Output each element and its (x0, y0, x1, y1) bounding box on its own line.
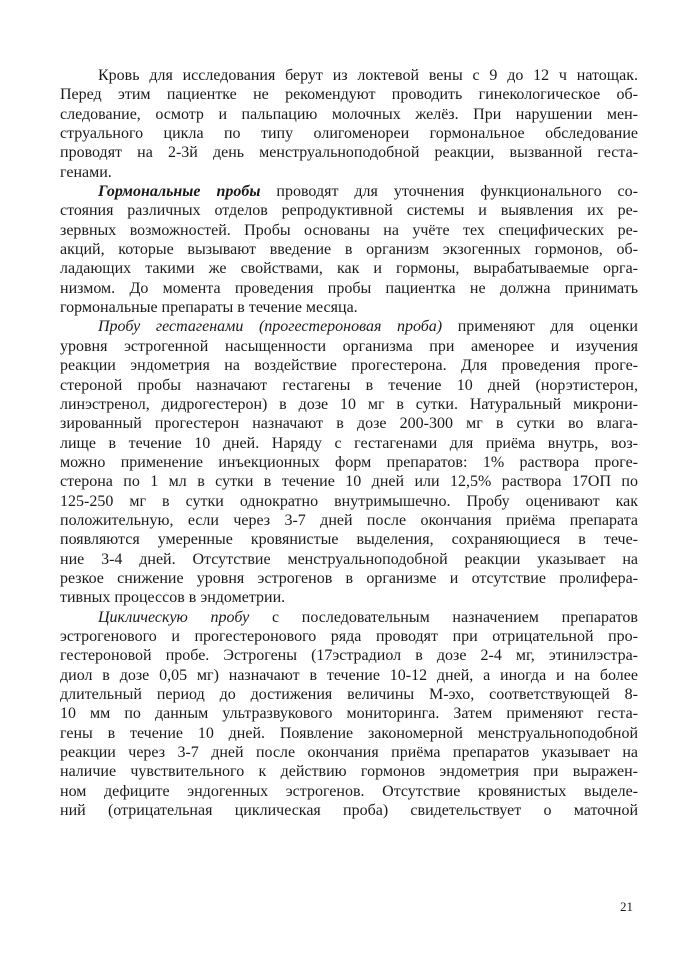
text-line (60, 259, 638, 278)
text-line (60, 724, 638, 743)
text-segment: Кровь для исследования берут из локтевой вены с 9 до 12 ч натощак. (98, 67, 638, 84)
text-line (60, 511, 638, 530)
text-segment: следование, осмотр и пальпацию молочных желёз. При нарушении мен- (60, 105, 638, 123)
emphasized-term: Гормональные пробы (98, 183, 261, 201)
text-segment: с последовательным назначением препаратов (249, 608, 638, 626)
text-segment: гены в течение 10 дней. Появление закономерной менструальноподобной (60, 724, 638, 742)
emphasized-term: Циклическую пробу (98, 608, 250, 626)
text-line (60, 143, 638, 162)
text-segment: генами. (60, 163, 112, 181)
text-line (60, 666, 638, 685)
text-segment: резкое снижение уровня эстрогенов в организме и отсутствие пролифера- (60, 569, 638, 587)
text-segment: реакции через 3-7 дней после окончания приёма препаратов указывает на (60, 744, 638, 762)
text-line (60, 182, 638, 201)
emphasized-term: Пробу гестагенами (прогестероновая проба) (98, 318, 443, 336)
text-line (60, 279, 638, 298)
text-segment: Перед этим пациентке не рекомендуют проводить гинекологическое об- (60, 86, 638, 104)
text-line (60, 704, 638, 723)
text-segment: уровня эстрогенной насыщенности организма при аменорее и изучения (60, 337, 638, 355)
text-line (60, 376, 638, 395)
text-line (60, 530, 638, 549)
text-line (60, 608, 638, 627)
text-line (60, 782, 638, 801)
text-line (60, 492, 638, 511)
text-segment: гестероновой пробе. Эстрогены (17эстрадиол в дозе 2-4 мг, этинилэстра- (60, 647, 638, 665)
text-line (60, 221, 638, 240)
text-segment: ние 3-4 дней. Отсутствие менструальноподобной реакции указывает на (60, 550, 638, 568)
text-line (60, 550, 638, 569)
text-line (60, 105, 638, 124)
page-number: 21 (620, 899, 633, 914)
text-segment: появляются умеренные кровянистые выделения, сохраняющиеся в тече- (60, 531, 638, 549)
text-segment: стерона по 1 мл в сутки в течение 10 дней или 12,5% раствора 17ОП по (60, 473, 638, 491)
text-segment: положительную, если через 3-7 дней после окончания приёма препарата (60, 511, 638, 529)
text-line (60, 298, 638, 317)
text-line (60, 762, 638, 781)
text-line (60, 588, 638, 607)
text-line (60, 646, 638, 665)
text-line (60, 414, 638, 433)
text-line (60, 743, 638, 762)
text-line (60, 66, 638, 85)
text-line (60, 627, 638, 646)
body-text (60, 66, 638, 820)
text-segment: акций, которые вызывают введение в организм экзогенных гормонов, об- (60, 241, 638, 259)
text-segment: лище в течение 10 дней. Наряду с гестагенами для приёма внутрь, воз- (60, 434, 638, 452)
text-line (60, 569, 638, 588)
text-line (60, 395, 638, 414)
text-segment: реакции эндометрия на воздействие прогестерона. Для проведения проге- (60, 357, 638, 375)
text-line (60, 240, 638, 259)
text-line (60, 201, 638, 220)
text-segment: наличие чувствительного к действию гормонов эндометрия при выражен- (60, 763, 638, 781)
text-segment: ладающих такими же свойствами, как и гормоны, вырабатываемые орга- (60, 260, 638, 278)
text-line (60, 163, 638, 182)
text-segment: проводят на 2-3й день менструальноподобной реакции, вызванной геста- (60, 144, 638, 162)
text-segment: 10 мм по данным ультразвукового мониторинга. Затем применяют геста- (60, 705, 638, 723)
text-line (60, 434, 638, 453)
text-line (60, 453, 638, 472)
text-segment: низмом. До момента проведения пробы пациентка не должна принимать (60, 279, 638, 297)
text-line (60, 801, 638, 820)
text-segment: стояния различных отделов репродуктивной системы и выявления их ре- (60, 202, 638, 220)
text-segment: ний (отрицательная циклическая проба) свидетельствует о маточной (60, 802, 638, 820)
text-segment: можно применение инъекционных форм препаратов: 1% раствора проге- (60, 453, 638, 471)
text-segment: применяют для оценки (442, 318, 638, 336)
text-line (60, 356, 638, 375)
text-segment: длительный период до достижения величины М-эхо, соответствующей 8- (60, 686, 638, 703)
text-line (60, 472, 638, 491)
text-segment: проводят для уточнения функционального со- (260, 183, 638, 201)
text-segment: ном дефиците эндогенных эстрогенов. Отсутствие кровянистых выделе- (60, 782, 638, 800)
text-segment: струального цикла по типу олигоменореи гормональное обследование (60, 125, 638, 143)
text-segment: зервных возможностей. Пробы основаны на учёте тех специфических ре- (60, 221, 638, 239)
text-segment: 125-250 мг в сутки однократно внутримышечно. Пробу оценивают как (60, 492, 638, 510)
text-line (60, 337, 638, 356)
text-line (60, 317, 638, 336)
text-line (60, 124, 638, 143)
text-segment: стероной пробы назначают гестагены в течение 10 дней (норэтистерон, (60, 376, 638, 394)
text-segment: эстрогенового и прогестеронового ряда проводят при отрицательной про- (60, 627, 638, 645)
text-segment: диол в дозе 0,05 мг) назначают в течение 10-12 дней, а иногда и на более (60, 666, 638, 684)
text-segment: тивных процессов в эндометрии. (60, 589, 286, 607)
text-line (60, 85, 638, 104)
text-segment: линэстренол, дидрогестерон) в дозе 10 мг в сутки. Натуральный микрони- (60, 395, 638, 413)
text-line (60, 685, 638, 704)
text-segment: зированный прогестерон назначают в дозе 200-300 мг в сутки во влага- (60, 415, 638, 433)
text-segment: гормональные препараты в течение месяца. (60, 299, 358, 317)
